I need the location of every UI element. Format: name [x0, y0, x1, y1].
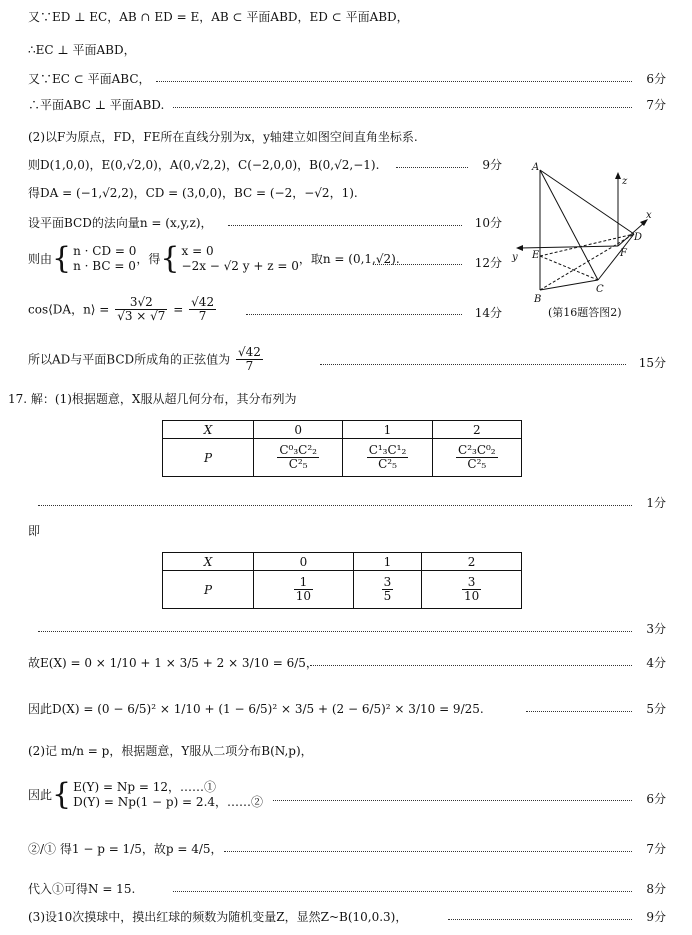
leader-dots — [396, 167, 468, 168]
binomial-system: E(Y) = Np = 12，……① D(Y) = Np(1 − p) = 2.4，……② — [73, 780, 264, 809]
system-line: 则由{ n · CD = 0 n · BC = 0 ，得{ x = 0 −2x − √2 y + z = 0 ，取n = (0,1,√2). 12分 — [28, 241, 502, 276]
coordinates-line: 则D(1,0,0)，E(0,√2,0)，A(0,√2,2)，C(−2,0,0)，B(0,√2,−1). 9分 — [28, 158, 502, 172]
cosine-line: cos⟨DA，n⟩ = $\frac{3√2}{√3 \times √7}$ = $\frac{√42}{7}$ 14分 — [28, 295, 502, 323]
substitute-line: 代入①可得N = 15. 8分 — [28, 882, 666, 896]
proof-line-2: ∴EC ⊥ 平面ABD， — [28, 43, 136, 57]
label-A: A — [532, 162, 540, 173]
score-label: 14分 — [474, 306, 502, 320]
problem-17-intro: 17. 解：(1)根据题意，X服从超几何分布，其分布列为 — [8, 392, 297, 406]
leader-dots — [310, 665, 632, 666]
label-F: F — [620, 248, 627, 259]
part2-intro: (2)以F为原点，FD，FE所在直线分别为x，y轴建立如图空间直角坐标系. — [28, 130, 418, 144]
score-label: 7分 — [646, 842, 666, 856]
score-label: 9分 — [482, 158, 502, 172]
label-y: y — [512, 252, 518, 263]
vectors-line: 得DA = (−1,√2,2)，CD = (3,0,0)，BC = (−2，−√2，1). — [28, 186, 358, 200]
leader-dots — [173, 891, 632, 892]
score-label: 8分 — [646, 882, 666, 896]
leader-dots — [156, 81, 632, 82]
leader-dots — [224, 851, 632, 852]
score-label: 15分 — [638, 356, 666, 370]
leader-dots — [373, 264, 462, 265]
sine-result-line: 所以AD与平面BCD所成角的正弦值为 $\frac{√42}{7}$ 15分 — [28, 345, 666, 373]
edge-EC — [540, 256, 598, 280]
dot-product-system: n · CD = 0 n · BC = 0 — [73, 244, 137, 273]
leader-dots — [38, 505, 632, 506]
edge-AC — [540, 170, 598, 280]
score-label: 4分 — [646, 656, 666, 670]
part2-binomial-line: (2)记 m/n = p，根据题意，Y服从二项分布B(N,p)， — [28, 744, 313, 758]
label-z: z — [622, 176, 628, 187]
score-label: 3分 — [646, 622, 666, 636]
leader-dots — [38, 631, 632, 632]
score-label: 6分 — [646, 72, 666, 86]
label-D: D — [634, 232, 643, 243]
label-C: C — [596, 284, 604, 295]
label-B: B — [534, 294, 542, 305]
proof-line-3: 又∵EC ⊂ 平面ABC， 6分 — [28, 72, 666, 86]
axis-y — [520, 246, 618, 248]
score-label: 9分 — [646, 910, 666, 924]
distribution-table-1: X 0 1 2 P $\frac{\text{C⁰₃C²₂}}{\text{C²₅}}$ $\frac{\text{C¹₃C¹₂}}{\text{C²₅}}$ $\frac{\text{C²₃C⁰₂}}{\text{C²₅}}$ — [162, 420, 522, 477]
leader-dots — [228, 225, 462, 226]
leader-dots — [173, 107, 632, 108]
binomial-system-line: 因此{ E(Y) = Np = 12，……① D(Y) = Np(1 − p) = 2.4，……② 6分 — [28, 777, 666, 812]
leader-dots — [320, 364, 626, 365]
score-label: 12分 — [474, 256, 502, 270]
ratio-line: ②/① 得1 − p = 1/5，故p = 4/5， 7分 — [28, 842, 666, 856]
normal-vector-line: 设平面BCD的法向量n = (x,y,z)， 10分 — [28, 216, 502, 230]
leader-dots — [448, 919, 632, 920]
figure-caption: (第16题答图2) — [548, 306, 622, 319]
proof-line-1: 又∵ED ⊥ EC，AB ∩ ED = E，AB ⊂ 平面ABD，ED ⊂ 平面ABD， — [28, 10, 409, 24]
score-label: 6分 — [646, 792, 666, 806]
edge-AD — [540, 170, 634, 234]
leader-dots — [246, 314, 462, 315]
score-label: 5分 — [646, 702, 666, 716]
part3-line: (3)设10次摸球中，摸出红球的频数为随机变量Z，显然Z~B(10,0.3)， 9分 — [28, 910, 666, 924]
label-E: E — [532, 250, 540, 261]
leader-dots — [273, 800, 632, 801]
score-label: 7分 — [646, 98, 666, 112]
distribution-table-2: X 0 1 2 P $\frac{1}{10}$ $\frac{3}{5}$ $\frac{3}{10}$ — [162, 552, 522, 609]
score-label: 10分 — [474, 216, 502, 230]
label-x: x — [646, 210, 652, 221]
leader-dots — [526, 711, 632, 712]
geometry-figure — [510, 160, 680, 310]
variance-line: 因此D(X) = (0 − 6/5)² × 1/10 + (1 − 6/5)² × 3/5 + (2 − 6/5)² × 3/10 = 9/25. 5分 — [28, 702, 666, 716]
score-label: 1分 — [646, 496, 666, 510]
ji-line: 即 — [28, 524, 41, 538]
equation-system: x = 0 −2x − √2 y + z = 0 — [181, 244, 299, 273]
proof-line-4: ∴平面ABC ⊥ 平面ABD. 7分 — [28, 98, 666, 112]
expectation-line: 故E(X) = 0 × 1/10 + 1 × 3/5 + 2 × 3/10 = 6/5， 4分 — [28, 656, 666, 670]
